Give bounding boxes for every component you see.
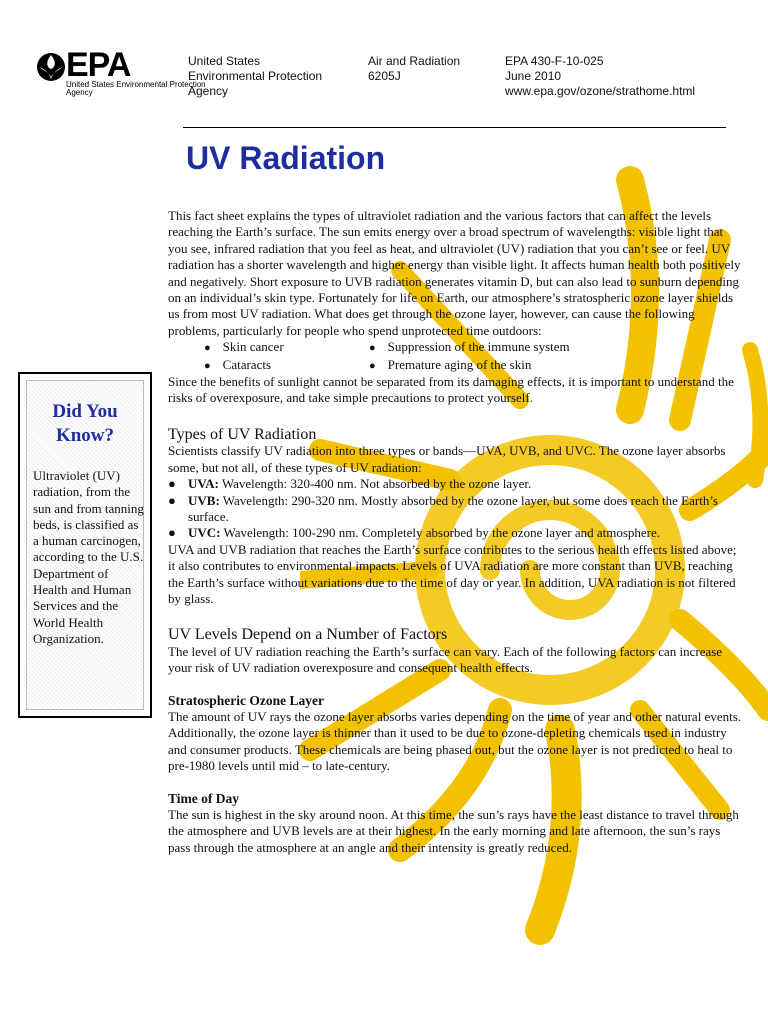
- problems-list: [204, 339, 744, 374]
- timeofday-heading: Time of Day: [168, 790, 239, 806]
- main-content: [168, 208, 744, 856]
- list-item: ● UVB: Wavelength: 290-320 nm. Mostly absorbed by the ozone layer, but some does reach the Earth’s surface.: [168, 493, 744, 526]
- logo-wordmark: EPA: [66, 46, 131, 84]
- intro-closing: Since the benefits of sunlight cannot be separated from its damaging effects, it is important to understand the risks of overexposure, and take simple precautions to protect yourself.: [168, 374, 734, 406]
- list-item: ● UVC: Wavelength: 100-290 nm. Completely absorbed by the ozone layer and atmosphere.: [168, 525, 744, 541]
- uv-types-list: [168, 476, 744, 542]
- timeofday-paragraph: The sun is highest in the sky around noon. At this time, the sun’s rays have the least distance to travel through the atmosphere and UVB levels are at their highest. In the early morning and late afternoon, the sun’s rays pass through the atmosphere at an angle and their intensity is greatly reduced.: [168, 807, 739, 855]
- ozone-paragraph: The amount of UV rays the ozone layer absorbs varies depending on the time of year and other natural events. Additionally, the ozone layer is thinner than it used to be due to ozone-depleting chemicals used in industry and consumer products. These chemicals are being phased out, but the ozone layer is not predicted to heal to pre-1980 levels until mid – to late-century.: [168, 708, 742, 774]
- types-closing: UVA and UVB radiation that reaches the Earth’s surface contributes to the serious health effects listed above; it also contributes to environmental impacts. Levels of UVA radiation are more constant than UVB, reaching the Earth’s surface without variations due to the time of day or year. In addition, UVA radiation is not filtered by glass.: [168, 541, 737, 606]
- did-you-know-heading: Did You Know?: [52, 401, 118, 446]
- types-heading: Types of UV Radiation: [168, 425, 317, 443]
- did-you-know-text: Ultraviolet (UV) radiation, from the sun and from tanning beds, is classified as a human carcinogen, according to the U.S. Department of Health and Human Services and the World Health Organization.: [33, 468, 144, 646]
- header-agency: United States Environmental Protection Agency: [188, 54, 323, 98]
- levels-heading: UV Levels Depend on a Number of Factors: [168, 626, 448, 644]
- header-divider: [183, 127, 726, 128]
- header-office: Air and Radiation 6205J: [368, 54, 461, 83]
- types-lead: Scientists classify UV radiation into three types or bands—UVA, UVB, and UVC. The ozone layer absorbs some, but not all, of these types of UV radiation:: [168, 443, 726, 475]
- did-you-know-box: [18, 372, 152, 718]
- header-docinfo: EPA 430-F-10-025 June 2010 www.epa.gov/ozone/strathome.html: [505, 54, 696, 98]
- list-item: ● Cataracts: [204, 357, 369, 374]
- header-url[interactable]: www.epa.gov/ozone/strathome.html: [505, 84, 696, 98]
- list-item: ● UVA: Wavelength: 320-400 nm. Not absorbed by the ozone layer.: [168, 476, 744, 492]
- list-item: ● Skin cancer: [204, 339, 369, 356]
- epa-logo: [36, 46, 206, 107]
- levels-lead: The level of UV radiation reaching the Earth’s surface can vary. Each of the following factors can increase your risk of UV radiation overexposure and consequent health effects.: [168, 643, 723, 676]
- intro-paragraph: This fact sheet explains the types of ultraviolet radiation and the various factors that can affect the levels reaching the Earth’s surface. The sun emits energy over a broad spectrum of wavelengths: visible light that you see, infrared radiation that you feel as heat, and ultraviolet (UV) radiation that you can’t see or feel. UV radiation has a shorter wavelength and higher energy than visible light. It affects human health both positively and negatively. Short exposure to UVB radiation generates vitamin D, but can also lead to sunburn depending on an individual’s skin type. Fortunately for life on Earth, our atmosphere’s stratospheric ozone layer shields us from most UV radiation. What does get through the ozone layer, however, can cause the following problems, particularly for people who spend unprotected time outdoors:: [168, 208, 741, 338]
- page-title: UV Radiation: [186, 140, 386, 176]
- list-item: ● Suppression of the immune system: [369, 339, 744, 356]
- list-item: ● Premature aging of the skin: [369, 357, 744, 374]
- ozone-heading: Stratospheric Ozone Layer: [168, 692, 324, 708]
- epa-flower-icon: [36, 51, 66, 83]
- logo-subtitle: United States Environmental Protection Agency: [66, 80, 206, 97]
